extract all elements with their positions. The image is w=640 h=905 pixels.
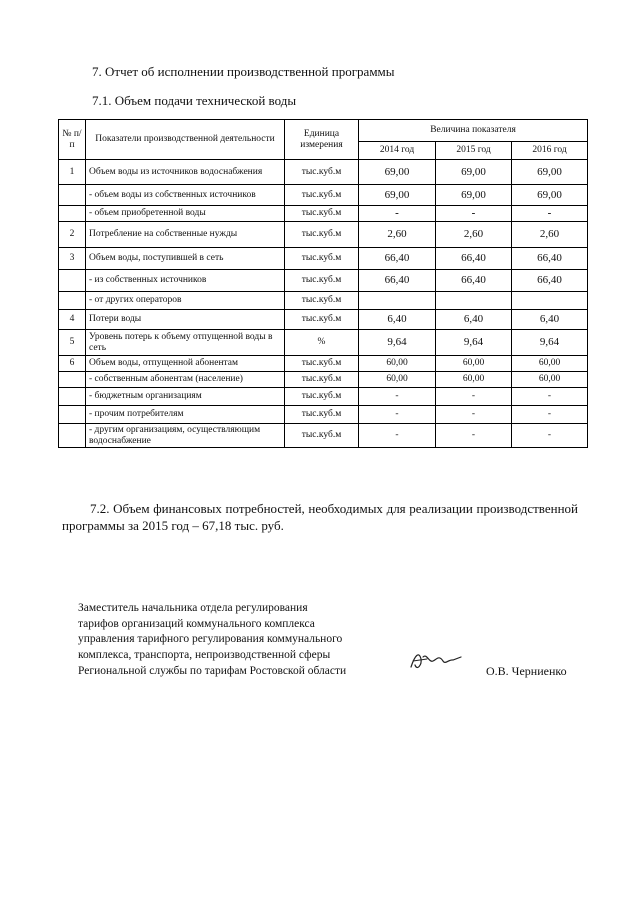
value-2015: 69,00 [436,160,512,185]
value-2014: - [359,206,436,222]
row-number [59,372,86,388]
value-2014: - [359,406,436,424]
table-row [59,310,588,330]
unit-cell: тыс.куб.м [285,388,359,406]
indicator-name: - от других операторов [86,292,285,310]
value-2015: - [436,206,512,222]
row-number: 1 [59,160,86,185]
unit-cell: тыс.куб.м [285,424,359,448]
unit-cell: тыс.куб.м [285,310,359,330]
indicator-name: - прочим потребителям [86,406,285,424]
indicator-name: - объем приобретенной воды [86,206,285,222]
value-2016: 69,00 [512,160,588,185]
handwritten-signature [405,645,465,675]
value-2016: 69,00 [512,185,588,206]
indicator-name: - другим организациям, осуществляющим водоснабжение [86,424,285,448]
value-2016: 9,64 [512,330,588,356]
table-row [59,185,588,206]
signatory-name: О.В. Черниенко [486,664,567,678]
value-2015: 6,40 [436,310,512,330]
indicator-name: - объем воды из собственных источников [86,185,285,206]
financial-needs-text: 7.2. Объем финансовых потребностей, необходимых для реализации производственной программы за 2015 год – 67,18 тыс. руб. [62,501,578,534]
unit-cell: тыс.куб.м [285,406,359,424]
row-number [59,406,86,424]
value-2014: 69,00 [359,185,436,206]
unit-cell: тыс.куб.м [285,222,359,248]
value-2015: - [436,388,512,406]
unit-cell: тыс.куб.м [285,270,359,292]
value-2016: 66,40 [512,248,588,270]
table-row [59,356,588,372]
indicator-name: - собственным абонентам (население) [86,372,285,388]
table-row [59,330,588,356]
table-row [59,206,588,222]
value-2016: 66,40 [512,270,588,292]
row-number [59,185,86,206]
value-2016: 60,00 [512,372,588,388]
row-number: 5 [59,330,86,356]
value-2014: 60,00 [359,372,436,388]
row-number [59,206,86,222]
section-title: 7. Отчет об исполнении производственной программы [92,64,395,79]
header-year-2014: 2014 год [359,142,436,160]
value-2015: 9,64 [436,330,512,356]
row-number: 2 [59,222,86,248]
value-2014: 69,00 [359,160,436,185]
value-2015: 60,00 [436,372,512,388]
table-row [59,406,588,424]
table-row [59,424,588,448]
subsection-title: 7.1. Объем подачи технической воды [92,93,297,108]
value-2014 [359,292,436,310]
value-2016: - [512,424,588,448]
value-2014: 6,40 [359,310,436,330]
value-2016: - [512,388,588,406]
header-year-2015: 2015 год [436,142,512,160]
table-row [59,388,588,406]
value-2014: 60,00 [359,356,436,372]
unit-cell: % [285,330,359,356]
table-row [59,248,588,270]
row-number: 6 [59,356,86,372]
row-number [59,424,86,448]
row-number: 4 [59,310,86,330]
row-number: 3 [59,248,86,270]
value-2015: - [436,424,512,448]
value-2014: 2,60 [359,222,436,248]
value-2014: - [359,424,436,448]
value-2015: 2,60 [436,222,512,248]
unit-cell: тыс.куб.м [285,292,359,310]
value-2016: 2,60 [512,222,588,248]
indicator-name: - из собственных источников [86,270,285,292]
value-2014: - [359,388,436,406]
row-number [59,388,86,406]
header-year-2016: 2016 год [512,142,588,160]
unit-cell: тыс.куб.м [285,206,359,222]
value-2014: 66,40 [359,270,436,292]
unit-cell: тыс.куб.м [285,248,359,270]
value-2015 [436,292,512,310]
row-number [59,270,86,292]
value-2015: 66,40 [436,270,512,292]
indicator-name: Объем воды, отпущенной абонентам [86,356,285,372]
indicator-name: - бюджетным организациям [86,388,285,406]
row-number [59,292,86,310]
value-2016: 60,00 [512,356,588,372]
table-row [59,160,588,185]
value-2014: 66,40 [359,248,436,270]
financial-needs-paragraph [62,500,578,535]
position-line: Региональной службы по тарифам Ростовской области [78,664,347,677]
unit-cell: тыс.куб.м [285,185,359,206]
value-2016: 6,40 [512,310,588,330]
value-2015: - [436,406,512,424]
indicator-name: Объем воды из источников водоснабжения [86,160,285,185]
table-row [59,372,588,388]
table-row [59,222,588,248]
value-2015: 60,00 [436,356,512,372]
unit-cell: тыс.куб.м [285,356,359,372]
position-line: комплекса, транспорта, непроизводственной сферы [78,648,331,661]
position-line: управления тарифного регулирования коммунального [78,633,343,646]
indicator-name: Потери воды [86,310,285,330]
table-row [59,270,588,292]
water-supply-table [58,119,588,448]
header-indicator: Показатели производственной деятельности [86,120,285,160]
indicator-name: Объем воды, поступившей в сеть [86,248,285,270]
value-2016 [512,292,588,310]
header-value-group: Величина показателя [359,120,588,142]
header-unit: Единица измерения [285,120,359,160]
table-row [59,292,588,310]
unit-cell: тыс.куб.м [285,372,359,388]
indicator-name: Потребление на собственные нужды [86,222,285,248]
value-2014: 9,64 [359,330,436,356]
position-line: тарифов организаций коммунального комплекса [78,617,315,630]
header-num: № п/п [59,120,86,160]
signatory-position [78,601,346,679]
position-line: Заместитель начальника отдела регулирования [78,602,308,614]
value-2016: - [512,406,588,424]
indicator-name: Уровень потерь к объему отпущенной воды в сеть [86,330,285,356]
value-2015: 69,00 [436,185,512,206]
value-2016: - [512,206,588,222]
unit-cell: тыс.куб.м [285,160,359,185]
value-2015: 66,40 [436,248,512,270]
